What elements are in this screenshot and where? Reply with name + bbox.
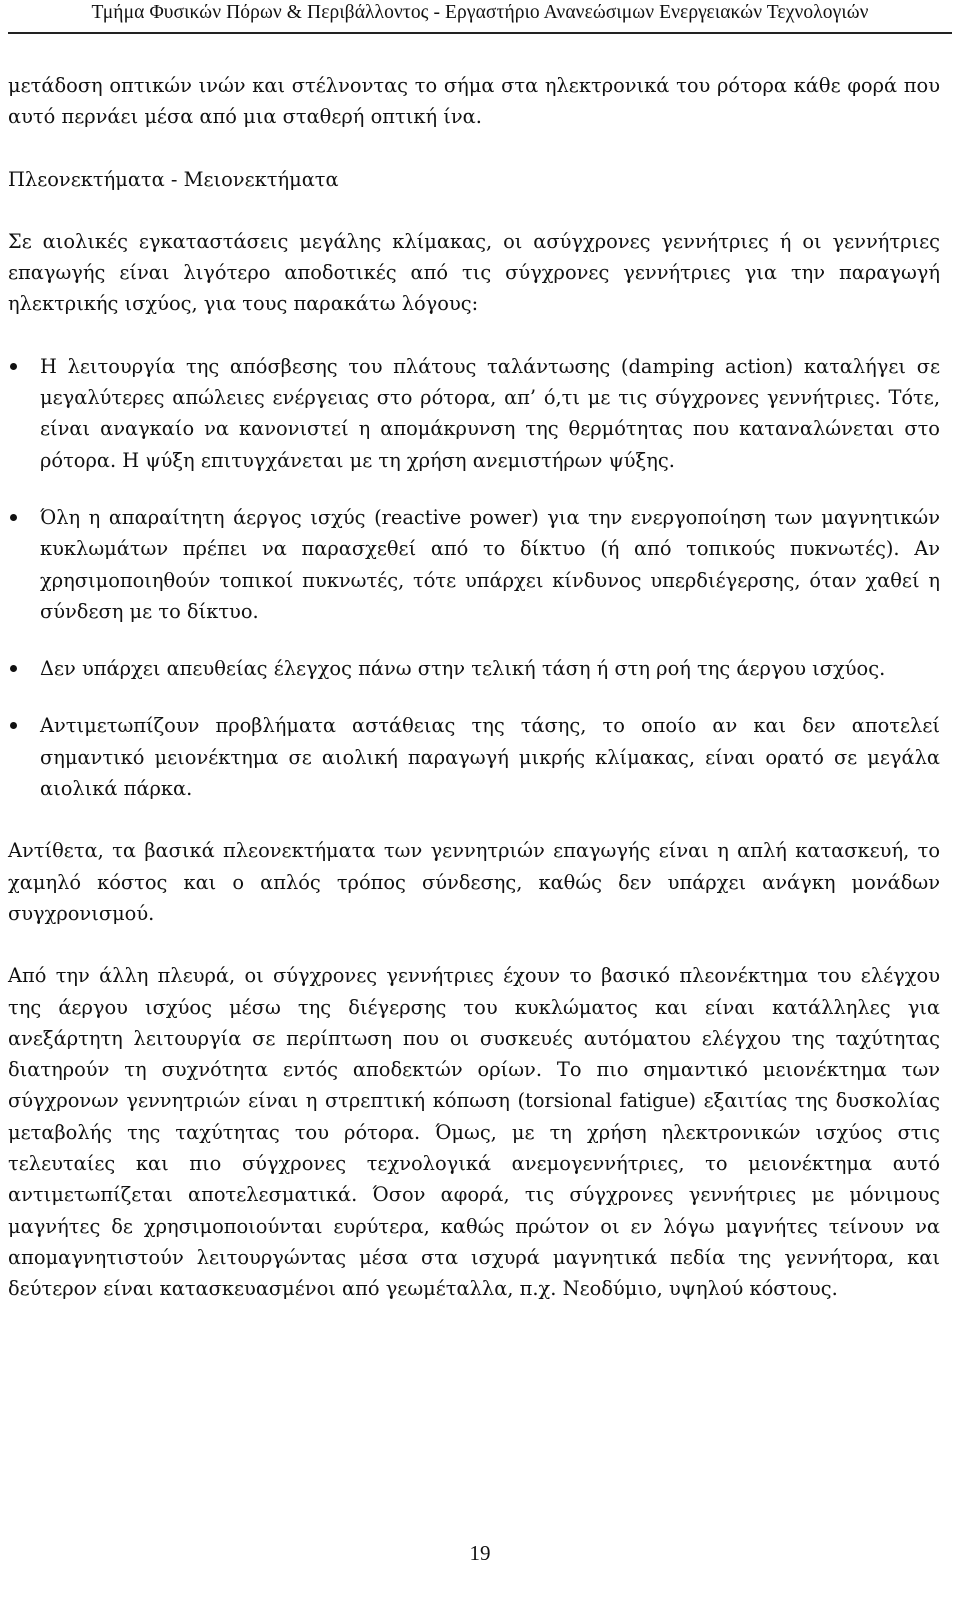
paragraph-3: Από την άλλη πλευρά, οι σύγχρονες γεννήτριες έχουν το βασικό πλεονέκτημα του ελέγχου της άεργου ισχύος μέσω της διέγερσης του κυκλώματος και είναι κατάλληλες για ανεξάρτητη λειτουργία σε περίπτωση που οι συσκευές αυτόματου ελέγχου της ταχύτητας διατηρούν τη συχνότητα εντός αποδεκτών ορίων. Το πιο σημαντικό μειονέκτημα των σύγχρονων γεννητριών είναι η στρεπτική κόπωση (torsional fatigue) εξαιτίας της δυσκολίας μεταβολής της ταχύτητας του ρότορα. Όμως, με τη χρήση ηλεκτρονικών ισχύος στις τελευταίες και πιο σύγχρονες τεχνολογικά ανεμογεννήτριες, το μειονέκτημα αυτό αντιμετωπίζεται αποτελεσματικά. Όσον αφορά, τις σύγχρονες γεννήτριες με μόνιμους μαγνήτες δε χρησιμοποιούνται ευρύτερα, καθώς πρώτον οι εν λόγω μαγνήτες τείνουν να απομαγνητιστούν λειτουργώντας μέσα στα ισχυρά μαγνητικά πεδία της γεννήτορα, και δεύτερον είναι κατασκευασμένοι από γεωμέταλλα, π.χ. Νεοδύμιο, υψηλού κόστους. <box>8 964 940 1301</box>
intro-continuation: μετάδοση οπτικών ινών και στέλνοντας το σήμα στα ηλεκτρονικά του ρότορα κάθε φορά που αυτό περνάει μέσα από μια σταθερή οπτική ίνα. <box>8 74 940 129</box>
header-rule <box>8 32 952 34</box>
list-item: Όλη η απαραίτητη άεργος ισχύς (reactive power) για την ενεργοποίηση των μαγνητικών κυκλωμάτων πρέπει να παρασχεθεί από το δίκτυο (ή από τοπικούς πυκνωτές). Αν χρησιμοποιηθούν τοπικοί πυκνωτές, τότε υπάρχει κίνδυνος υπερδιέγερσης, όταν χαθεί η σύνδεση με το δίκτυο. <box>8 502 940 627</box>
list-item: Η λειτουργία της απόσβεσης του πλάτους ταλάντωσης (damping action) καταλήγει σε μεγαλύτερες απώλειες ενέργειας στο ρότορα, απ’ ό,τι με τις σύγχρονες γεννήτριες. Τότε, είναι αναγκαίο να κανονιστεί η απομάκρυνση της θερμότητας που καταναλώνεται στο ρότορα. Η ψύξη επιτυγχάνεται με τη χρήση ανεμιστήρων ψύξης. <box>8 351 940 476</box>
page-body <box>8 70 940 1305</box>
page-number: 19 <box>469 1541 491 1565</box>
running-header: Τμήμα Φυσικών Πόρων & Περιβάλλοντος - Εργαστήριο Ανανεώσιμων Ενεργειακών Τεχνολογιών <box>91 2 869 23</box>
paragraph-1: Σε αιολικές εγκαταστάσεις μεγάλης κλίμακας, οι ασύγχρονες γεννήτριες ή οι γεννήτριες επαγωγής είναι λιγότερο αποδοτικές από τις σύγχρονες γεννήτριες για την παραγωγή ηλεκτρικής ισχύος, για τους παρακάτω λόγους: <box>8 229 940 316</box>
section-title: Πλεονεκτήματα - Μειονεκτήματα <box>8 167 339 191</box>
list-item: Αντιμετωπίζουν προβλήματα αστάθειας της τάσης, το οποίο αν και δεν αποτελεί σημαντικό μειονέκτημα σε αιολική παραγωγή μικρής κλίμακας, είναι ορατό σε μεγάλα αιολικά πάρκα. <box>8 710 940 804</box>
list-item: Δεν υπάρχει απευθείας έλεγχος πάνω στην τελική τάση ή στη ροή της άεργου ισχύος. <box>8 653 940 684</box>
paragraph-2: Αντίθετα, τα βασικά πλεονεκτήματα των γεννητριών επαγωγής είναι η απλή κατασκευή, το χαμηλό κόστος και ο απλός τρόπος σύνδεσης, καθώς δεν υπάρχει ανάγκη μονάδων συγχρονισμού. <box>8 839 940 925</box>
disadvantages-list <box>8 351 940 805</box>
